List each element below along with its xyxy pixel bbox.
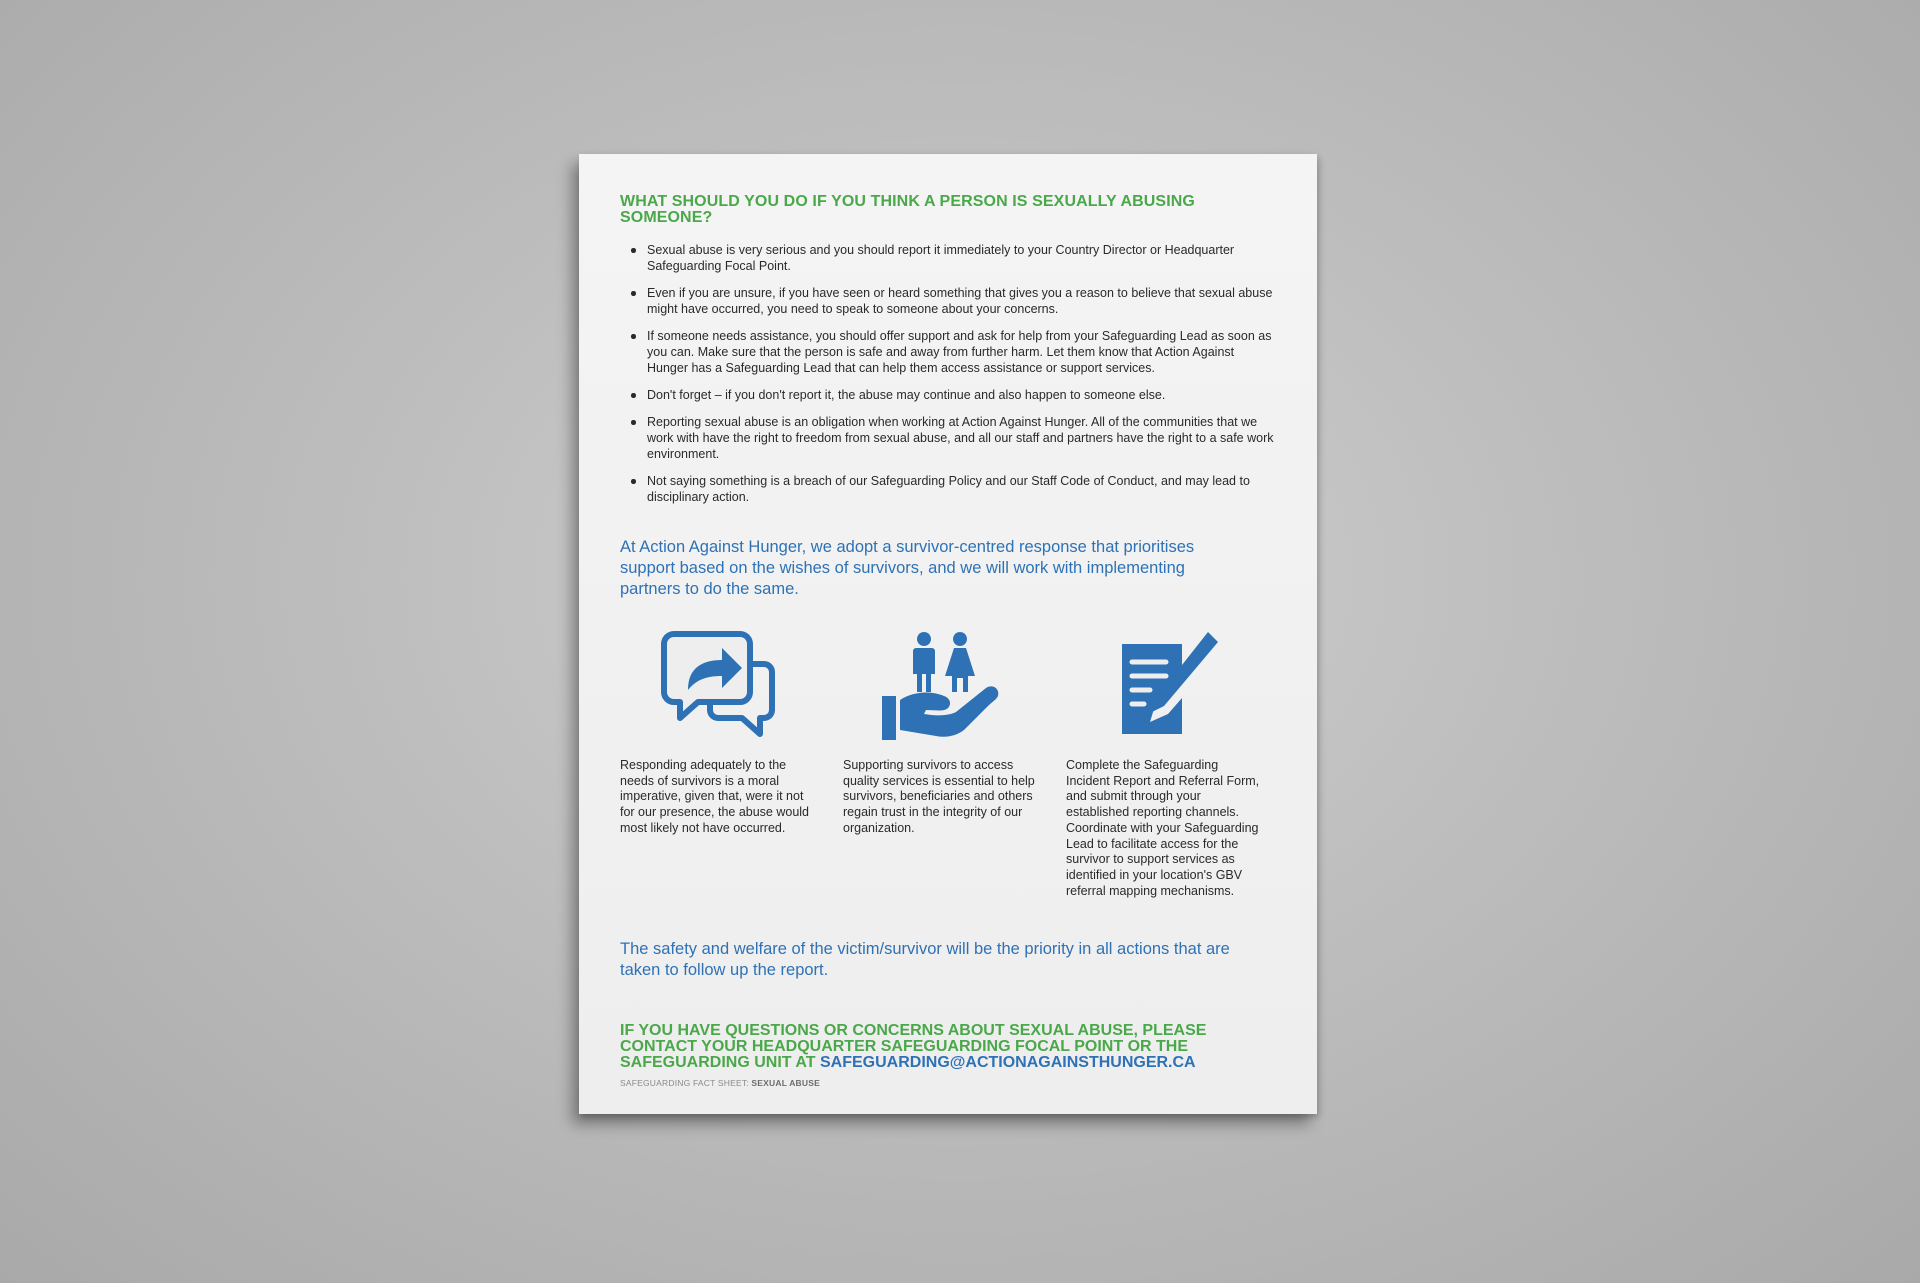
safety-statement: The safety and welfare of the victim/survivor will be the priority in all actions that are taken to follow up the report. — [620, 940, 1230, 980]
column-supporting — [843, 630, 1042, 899]
column-text: Supporting survivors to access quality services is essential to help survivors, beneficiaries and others regain trust in the integrity of our organization. — [843, 758, 1035, 835]
footer-prefix: SAFEGUARDING FACT SHEET: — [620, 1078, 749, 1088]
column-text: Complete the Safeguarding Incident Report and Referral Form, and submit through your established reporting channels. Coordinate with your Safeguarding Lead to facilitate access for the survivor to support services as identified in your location's GBV referral mapping mechanisms. — [1066, 758, 1260, 898]
footer-topic: SEXUAL ABUSE — [751, 1078, 820, 1088]
column-report — [1066, 630, 1265, 899]
list-item: If someone needs assistance, you should offer support and ask for help from your Safeguarding Lead as soon as you can. Make sure that the person is safe and away from further harm. Let them know that Action Against Hunger has a Safeguarding Lead that can help them access assistance or support services. — [647, 328, 1280, 376]
lead-statement: At Action Against Hunger, we adopt a survivor-centred response that prioritises support based on the wishes of survivors, and we will work with implementing partners to do the same. — [620, 538, 1195, 598]
page-footer — [620, 1078, 820, 1088]
contact-callout — [620, 1023, 1280, 1071]
list-item: Sexual abuse is very serious and you should report it immediately to your Country Director or Headquarter Safeguarding Focal Point. — [647, 242, 1280, 274]
contact-text: IF YOU HAVE QUESTIONS OR CONCERNS ABOUT SEXUAL ABUSE, PLEASE CONTACT YOUR HEADQUARTER SAFEGUARDING FOCAL POINT OR THE SAFEGUARDING UNIT AT — [620, 1022, 1207, 1072]
guidance-list — [620, 242, 1280, 505]
column-responding — [620, 630, 819, 899]
column-text: Responding adequately to the needs of survivors is a moral imperative, given that, were it not for our presence, the abuse would most likely not have occurred. — [620, 758, 810, 835]
page-content — [620, 194, 1280, 1071]
fact-sheet-page — [579, 154, 1317, 1114]
contact-email-link[interactable]: SAFEGUARDING@ACTIONAGAINSTHUNGER.CA — [820, 1054, 1196, 1072]
list-item: Don't forget – if you don't report it, the abuse may continue and also happen to someone else. — [647, 387, 1280, 403]
page-heading: WHAT SHOULD YOU DO IF YOU THINK A PERSON IS SEXUALLY ABUSING SOMEONE? — [620, 193, 1195, 226]
list-item: Not saying something is a breach of our Safeguarding Policy and our Staff Code of Conduct, and may lead to disciplinary action. — [647, 473, 1280, 505]
icon-columns — [620, 630, 1280, 899]
chat-share-icon — [660, 630, 780, 742]
list-item: Even if you are unsure, if you have seen or heard something that gives you a reason to believe that sexual abuse might have occurred, you need to speak to someone about your concerns. — [647, 285, 1280, 317]
people-in-hand-icon — [878, 630, 1008, 742]
list-item: Reporting sexual abuse is an obligation when working at Action Against Hunger. All of the communities that we work with have the right to freedom from sexual abuse, and all our staff and partners have the right to a safe work environment. — [647, 414, 1280, 462]
document-pen-icon — [1106, 630, 1226, 742]
